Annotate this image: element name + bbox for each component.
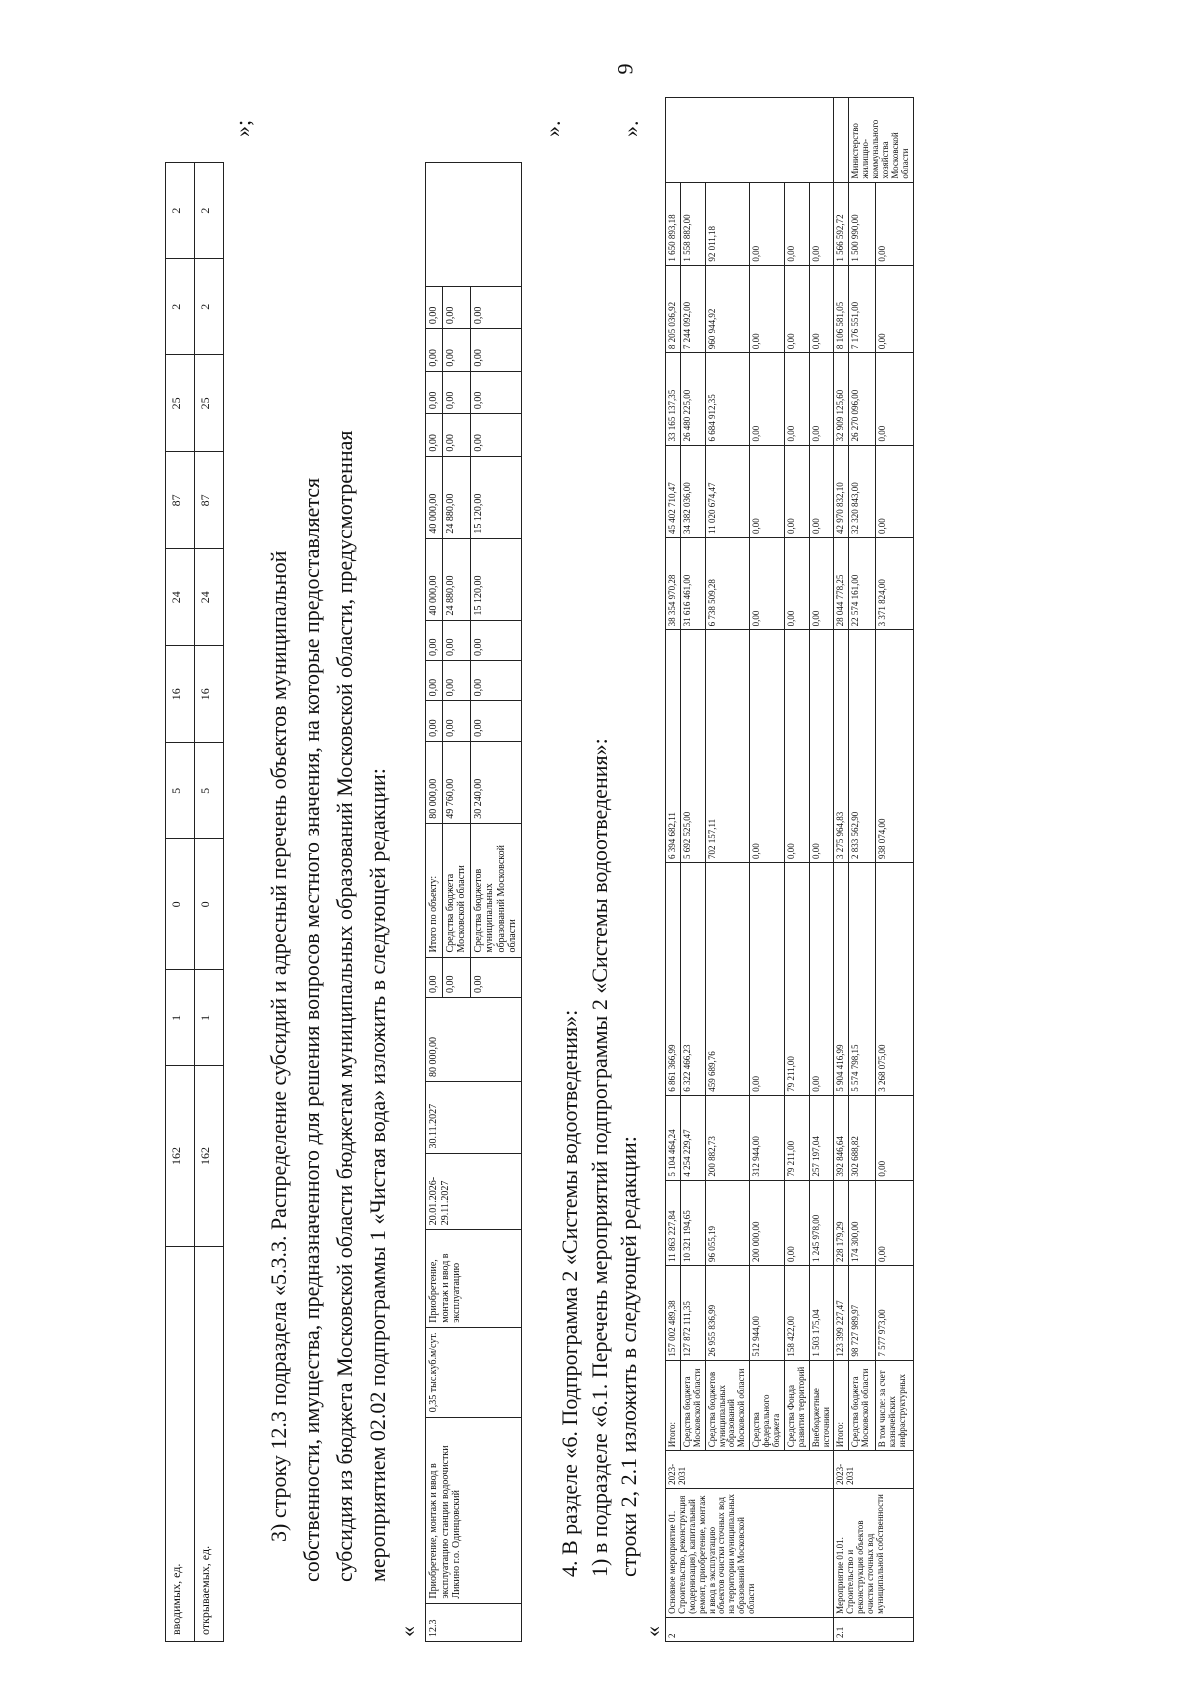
table-cell: 0,00 [876,1180,914,1265]
table-cell: 0,00 [750,353,785,445]
table-cell: 24 880,00 [442,538,470,620]
table-cell: 24 880,00 [442,456,470,538]
table-row [666,98,681,1642]
table-cell: 1 [166,970,195,1066]
table-cell: 0,00 [750,537,785,629]
table-cell: 1 566 592,72 [834,182,849,265]
table-cell: 459 689,76 [705,863,750,1096]
paragraph-line: 3) строку 12.3 подраздела «5.3.3. Распределение субсидий и адресный перечень объектов муниципальной [266,550,291,1542]
table-cell: 200 882,73 [705,1095,750,1180]
table-cell: 0,00 [784,630,809,863]
table-row [195,163,224,1642]
table-row [784,98,809,1642]
measure-name: Мероприятие 01.01. Строительство и реконструкция объектов очистки сточных вод муниципальной собственности [834,1488,913,1617]
table-cell: 24 [195,549,224,646]
subsidy-table [425,162,522,1642]
period: 2023-2031 [834,1451,913,1489]
table-cell: 28 044 778,25 [834,537,849,629]
table-row [680,98,705,1642]
table-cell: 174 300,00 [849,1180,876,1265]
source-label: Итого по объекту: [426,823,443,957]
table-cell: 7 244 092,00 [680,265,705,352]
table-cell: 16 [166,646,195,743]
table-cell: 38 354 970,28 [666,537,681,629]
table-cell: 0 [195,839,224,970]
table-cell: 312 944,00 [750,1095,785,1180]
table-cell: 1 245 978,00 [809,1180,834,1265]
table-cell: 87 [195,452,224,549]
table-cell: 34 382 036,00 [680,445,705,537]
table-cell: 162 [166,1066,195,1246]
period: 2023-2031 [666,1451,834,1489]
table-cell: 30 240,00 [470,741,521,823]
paragraph-line: мероприятием 02.02 подпрограммы 1 «Чистая вода» изложить в следующей редакции: [365,768,390,1582]
table-cell: 2 [195,259,224,355]
table-cell: 158 422,00 [784,1265,809,1360]
measures-table [665,97,914,1642]
source-label: Средства бюджетов муниципальных образований Московской области [470,823,521,957]
table-cell: 0,00 [426,701,443,741]
table-cell: 200 000,00 [750,1180,785,1265]
section-line: строки 2, 2.1 изложить в следующей редакции: [616,1136,642,1577]
table-cell: 2 833 562,90 [849,630,876,863]
table-cell: 25 [195,355,224,452]
object-name: Приобретение, монтаж и ввод в эксплуатацию станции водоочистки Ликино г.о. Одинцовский [426,1417,522,1603]
table-cell: 0,00 [809,265,834,352]
table-cell: 33 165 137,35 [666,353,681,445]
table-cell: 1 503 175,04 [809,1265,834,1360]
finish-date: 30.11.2027 [426,1081,522,1153]
source-label: Итого: [834,1360,849,1451]
table-cell: 16 [195,646,224,743]
table-cell: 0,00 [750,445,785,537]
open-quote: « [640,1626,665,1637]
table-cell: 0,00 [784,353,809,445]
table-cell: 92 011,18 [705,182,750,265]
measure-name: Основное мероприятие 01. Строительство, реконструкция (модернизация), капитальный ремонт, приобретение, монтаж и ввод в эксплуатацию объектов очистки сточных вод на территории муниципальных образований Московской области [666,1488,834,1617]
table-cell: 0,00 [426,414,443,457]
table-cell: 6 738 509,28 [705,537,750,629]
closing-quote: ». [618,120,643,137]
table-cell: 25 [166,355,195,452]
section-heading: 4. В разделе «6. Подпрограмма 2 «Системы водоотведения»: [557,1009,582,1577]
table-cell: 15 120,00 [470,456,521,538]
table-cell: 1 [195,970,224,1066]
table-cell: 0,00 [442,620,470,660]
empty-cell [666,98,834,183]
source-label: Средства бюджетов муниципальных образований Московской области [705,1360,750,1451]
table-cell: 0,00 [426,371,443,414]
table-cell: 157 002 489,38 [666,1265,681,1360]
table-cell: 15 120,00 [470,538,521,620]
table-cell: 3 371 824,00 [876,537,914,629]
table-cell: 32 909 125,60 [834,353,849,445]
table-cell: 0,00 [784,1180,809,1265]
table-cell: 5 [166,743,195,839]
table-cell: 0,00 [809,863,834,1096]
work-type: Приобретение, монтаж и ввод в эксплуатацию [426,1230,522,1327]
table-cell: 26 270 096,00 [849,353,876,445]
row-number: 2 [666,1617,834,1641]
balance: 0,00 [470,957,521,997]
table-cell: 0,00 [470,620,521,660]
table-row [834,98,849,1642]
table-cell: 702 157,11 [705,630,750,863]
table-cell: 392 846,64 [834,1095,849,1180]
table-cell: 0,00 [876,182,914,265]
table-cell: 127 872 111,35 [680,1265,705,1360]
table-cell: 7 176 551,00 [849,265,876,352]
section-4 [555,738,644,1577]
table-row [426,163,443,1642]
source-label: Средства бюджета Московской области [680,1360,705,1451]
table-cell: 0,00 [750,182,785,265]
table-cell: 8 106 581,05 [834,265,849,352]
empty-cell [426,163,522,287]
table-cell: 0,00 [470,414,521,457]
table-cell: 26 480 225,00 [680,353,705,445]
table-cell: 80 000,00 [426,741,443,823]
paragraph-line: субсидия из бюджета Московской области бюджетам муниципальных образований Московской области, предусмотренная [332,430,357,1582]
table-cell: 4 254 229,47 [680,1095,705,1180]
table-cell: 0,00 [750,630,785,863]
units-table [165,162,224,1642]
table-cell: 0,00 [470,329,521,372]
table-cell: 257 197,04 [809,1095,834,1180]
table-cell: 40 000,00 [426,456,443,538]
table-cell: 0,00 [809,630,834,863]
table-cell: 24 [166,549,195,646]
table-cell: 32 320 843,00 [849,445,876,537]
source-label: Средства бюджета Московской области [442,823,470,957]
table-cell: 2 [166,259,195,355]
table-cell: 79 211,00 [784,863,809,1096]
table-cell: 98 727 989,97 [849,1265,876,1360]
table-cell: 0,00 [442,660,470,700]
section-line: 1) в подразделе «6.1. Перечень мероприятий подпрограммы 2 «Системы водоотведения»: [586,738,612,1577]
table-cell: 22 574 161,00 [849,537,876,629]
row-label: вводимых, ед. [166,1246,195,1641]
table-cell: 11 863 227,84 [666,1180,681,1265]
table-cell: 6 322 466,23 [680,863,705,1096]
table-cell: 0,00 [809,537,834,629]
table-cell: 1 650 893,18 [666,182,681,265]
table-cell: 8 205 036,92 [666,265,681,352]
open-quote: « [395,1626,420,1637]
table-cell: 0,00 [426,286,443,329]
closing-quote: ». [540,120,565,137]
source-label: Внебюджетные источники [809,1360,834,1451]
table-cell: 5 104 464,24 [666,1095,681,1180]
table-cell: 45 402 710,47 [666,445,681,537]
table-cell: 0,00 [876,445,914,537]
source-label: Средства федерального бюджета [750,1360,785,1451]
table-cell: 162 [195,1066,224,1246]
table-cell: 0,00 [809,353,834,445]
table-cell: 0,00 [876,1095,914,1180]
table-cell: 938 074,00 [876,630,914,863]
row-number: 2.1 [834,1617,913,1641]
table-row [849,98,876,1642]
table-cell: 960 944,92 [705,265,750,352]
cost: 80 000,00 [426,997,522,1081]
table-cell: 0,00 [470,660,521,700]
table-row [876,98,914,1642]
table-cell: 31 616 461,00 [680,537,705,629]
table-cell: 40 000,00 [426,538,443,620]
table-cell: 5 904 416,99 [834,863,849,1096]
source-label: Средства бюджета Московской области [849,1360,876,1451]
table-cell: 26 955 836,99 [705,1265,750,1360]
table-cell: 5 574 798,15 [849,863,876,1096]
table-cell: 0,00 [426,660,443,700]
table-cell: 3 268 075,00 [876,863,914,1096]
table-cell: 0,00 [442,701,470,741]
table-cell: 0,00 [750,265,785,352]
table-cell: 1 558 882,00 [680,182,705,265]
table-cell: 0,00 [876,353,914,445]
table-cell: 0,00 [784,537,809,629]
table-cell: 2 [166,163,195,259]
table-cell: 228 179,29 [834,1180,849,1265]
table-cell: 3 275 964,83 [834,630,849,863]
table-row [705,98,750,1642]
table-row [750,98,785,1642]
table-cell: 0,00 [426,620,443,660]
table-cell: 96 055,19 [705,1180,750,1265]
paragraph-line: собственности, имущества, предназначенного для решения вопросов местного значения, на которые предоставляется [299,477,324,1582]
period: 20.01.2026-29.11.2027 [426,1153,522,1230]
paragraph-53 [262,12,394,1582]
table-cell: 0,00 [470,371,521,414]
table-cell: 0,00 [784,445,809,537]
table-cell: 79 211,00 [784,1095,809,1180]
table-cell: 0,00 [442,329,470,372]
table-cell: 7 577 973,00 [876,1265,914,1360]
source-label: Итого: [666,1360,681,1451]
table-cell: 0,00 [442,371,470,414]
capacity: 0,35 тыс.куб.м/сут. [426,1327,522,1417]
table-cell: 123 399 227,47 [834,1265,849,1360]
table-row [809,98,834,1642]
table-cell: 6 394 682,11 [666,630,681,863]
row-number: 12.3 [426,1603,522,1641]
responsible-executor: Министерство жилищно-коммунального хозяйства Московской области [849,98,913,183]
table-cell: 0,00 [442,414,470,457]
table-cell: 0,00 [809,182,834,265]
table-cell: 0,00 [750,863,785,1096]
table-cell: 0,00 [784,265,809,352]
empty-cell [834,98,849,183]
table-cell: 10 321 194,65 [680,1180,705,1265]
table-cell: 0,00 [784,182,809,265]
table-cell: 302 688,82 [849,1095,876,1180]
table-cell: 0,00 [470,701,521,741]
table-cell: 512 944,00 [750,1265,785,1360]
table-cell: 0 [166,839,195,970]
table-cell: 6 861 366,99 [666,863,681,1096]
balance: 0,00 [442,957,470,997]
page-number: 9 [612,63,638,75]
table-cell: 0,00 [470,286,521,329]
table-cell: 5 [195,743,224,839]
financed: 0,00 [426,957,443,997]
table-cell: 0,00 [426,329,443,372]
table-row [166,163,195,1642]
table-cell: 49 760,00 [442,741,470,823]
table-cell: 5 692 525,00 [680,630,705,863]
row-label: открываемых, ед. [195,1246,224,1641]
table-cell: 0,00 [876,265,914,352]
closing-quote: »; [230,119,255,137]
source-label: В том числе: за счет казначейских инфраструктурных [876,1360,914,1451]
table-cell: 11 020 674,47 [705,445,750,537]
table-cell: 1 500 990,00 [849,182,876,265]
table-cell: 6 684 912,35 [705,353,750,445]
table-cell: 42 970 832,10 [834,445,849,537]
table-cell: 87 [166,452,195,549]
source-label: Средства Фонда развития территорий [784,1360,809,1451]
table-cell: 0,00 [442,286,470,329]
table-cell: 2 [195,163,224,259]
table-cell: 0,00 [809,445,834,537]
